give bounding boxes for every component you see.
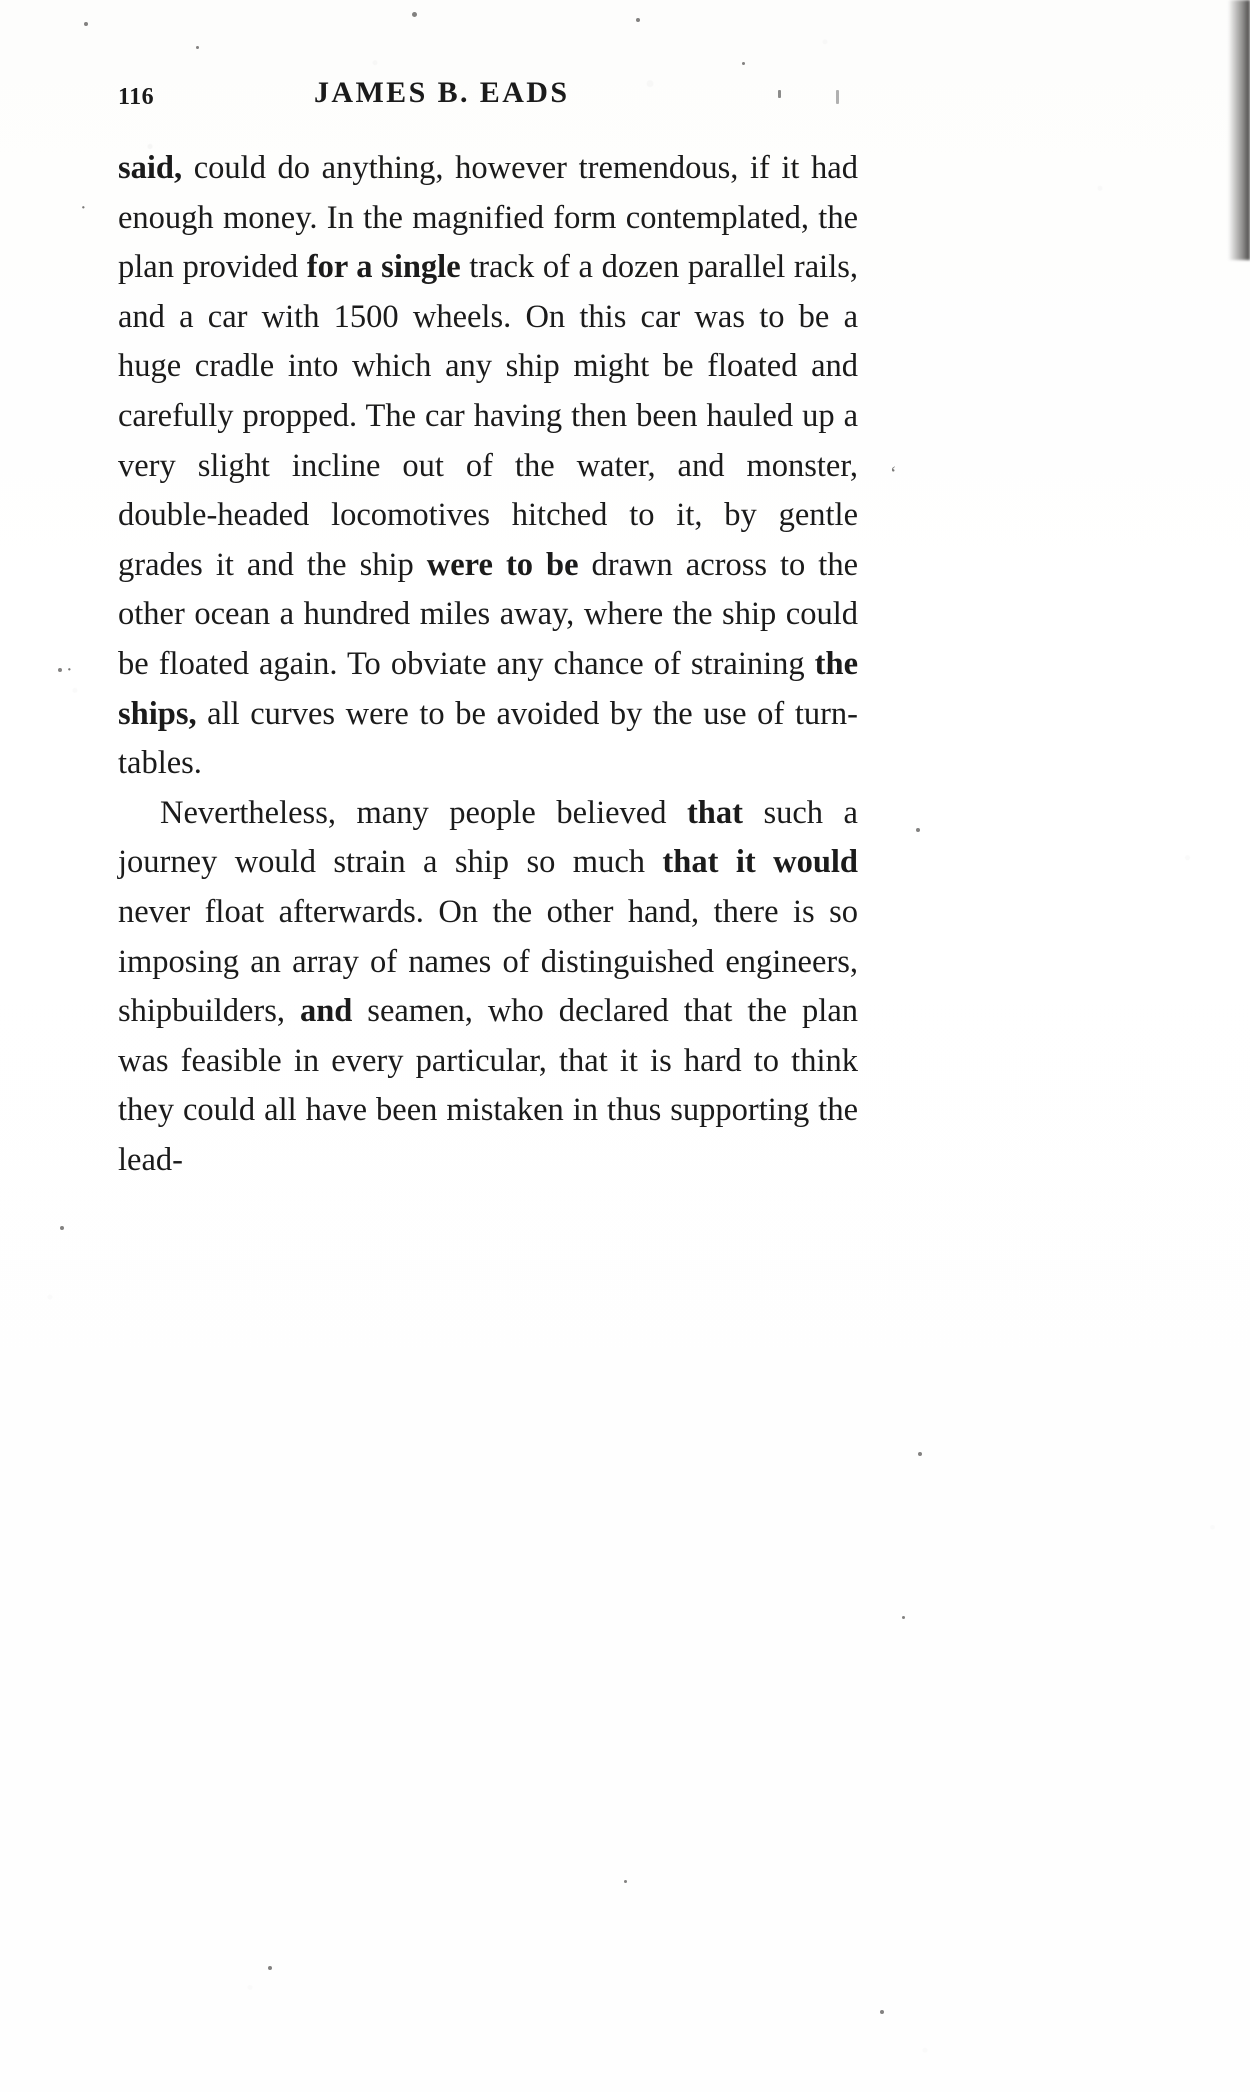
running-head [118, 76, 858, 122]
margin-mark: · [66, 659, 73, 681]
scan-speck [60, 1226, 64, 1230]
text-run-bold: the ships, [118, 645, 858, 732]
text-run-bold: said, [118, 150, 183, 186]
text-run-bold: that it would [662, 844, 858, 881]
scan-speck [636, 18, 640, 22]
scan-speck [196, 46, 199, 49]
scan-speck [624, 1880, 627, 1883]
book-title: JAMES B. EADS [314, 76, 570, 109]
text-run: such a journey would strain a ship so much [118, 794, 858, 881]
text-run-bold: and [299, 993, 353, 1030]
scan-speck [918, 1452, 922, 1456]
scan-speck [902, 1616, 905, 1619]
scan-speck [412, 12, 417, 17]
page-edge-shadow [1228, 0, 1250, 260]
text-run-bold: were to be [426, 546, 579, 583]
margin-mark: · [80, 197, 87, 219]
scan-speck [880, 2010, 884, 2014]
head-tick-mark [836, 90, 839, 104]
scan-speck [268, 1966, 272, 1970]
text-run: could do anything, however tremendous, if it had enough money. In the magnified form contemplated, the plan provided [118, 150, 858, 286]
paragraph [118, 144, 858, 789]
scan-speck [916, 828, 920, 832]
scan-speck [742, 62, 745, 65]
text-run: Nevertheless, many people believed [160, 794, 687, 831]
text-run-bold: for a single [306, 249, 461, 286]
head-tick-mark [778, 90, 781, 98]
text-run: never float afterwards. On the other hand, there is so imposing an array of names of distinguished engineers, shipbuilders, [118, 893, 858, 1030]
paragraph [118, 789, 858, 1186]
page-content [118, 76, 858, 1185]
text-run: seamen, who declared that the plan was feasible in every particular, that it is hard to think they could all have been mistaken in thus supporting the lead- [118, 993, 858, 1178]
text-run: drawn across to the other ocean a hundred miles away, where the ship could be floated again. To obviate any chance of straining [118, 546, 859, 682]
page-number: 116 [118, 84, 155, 110]
margin-mark: ‘ [890, 463, 897, 485]
text-run-bold: that [686, 794, 743, 831]
text-run: all curves were to be avoided by the use of turn-tables. [118, 695, 858, 782]
scan-speck [58, 668, 62, 672]
text-run: track of a dozen parallel rails, and a car with 1500 wheels. On this car was to be a huge cradle into which any ship might be floated and carefully propped. The car having then been hauled up a very slight incline out of the water, and monster, double-headed locomotives hitched to it, by gentle grades it and the ship [118, 249, 858, 583]
body-text [118, 144, 858, 1185]
scan-speck [84, 22, 88, 26]
